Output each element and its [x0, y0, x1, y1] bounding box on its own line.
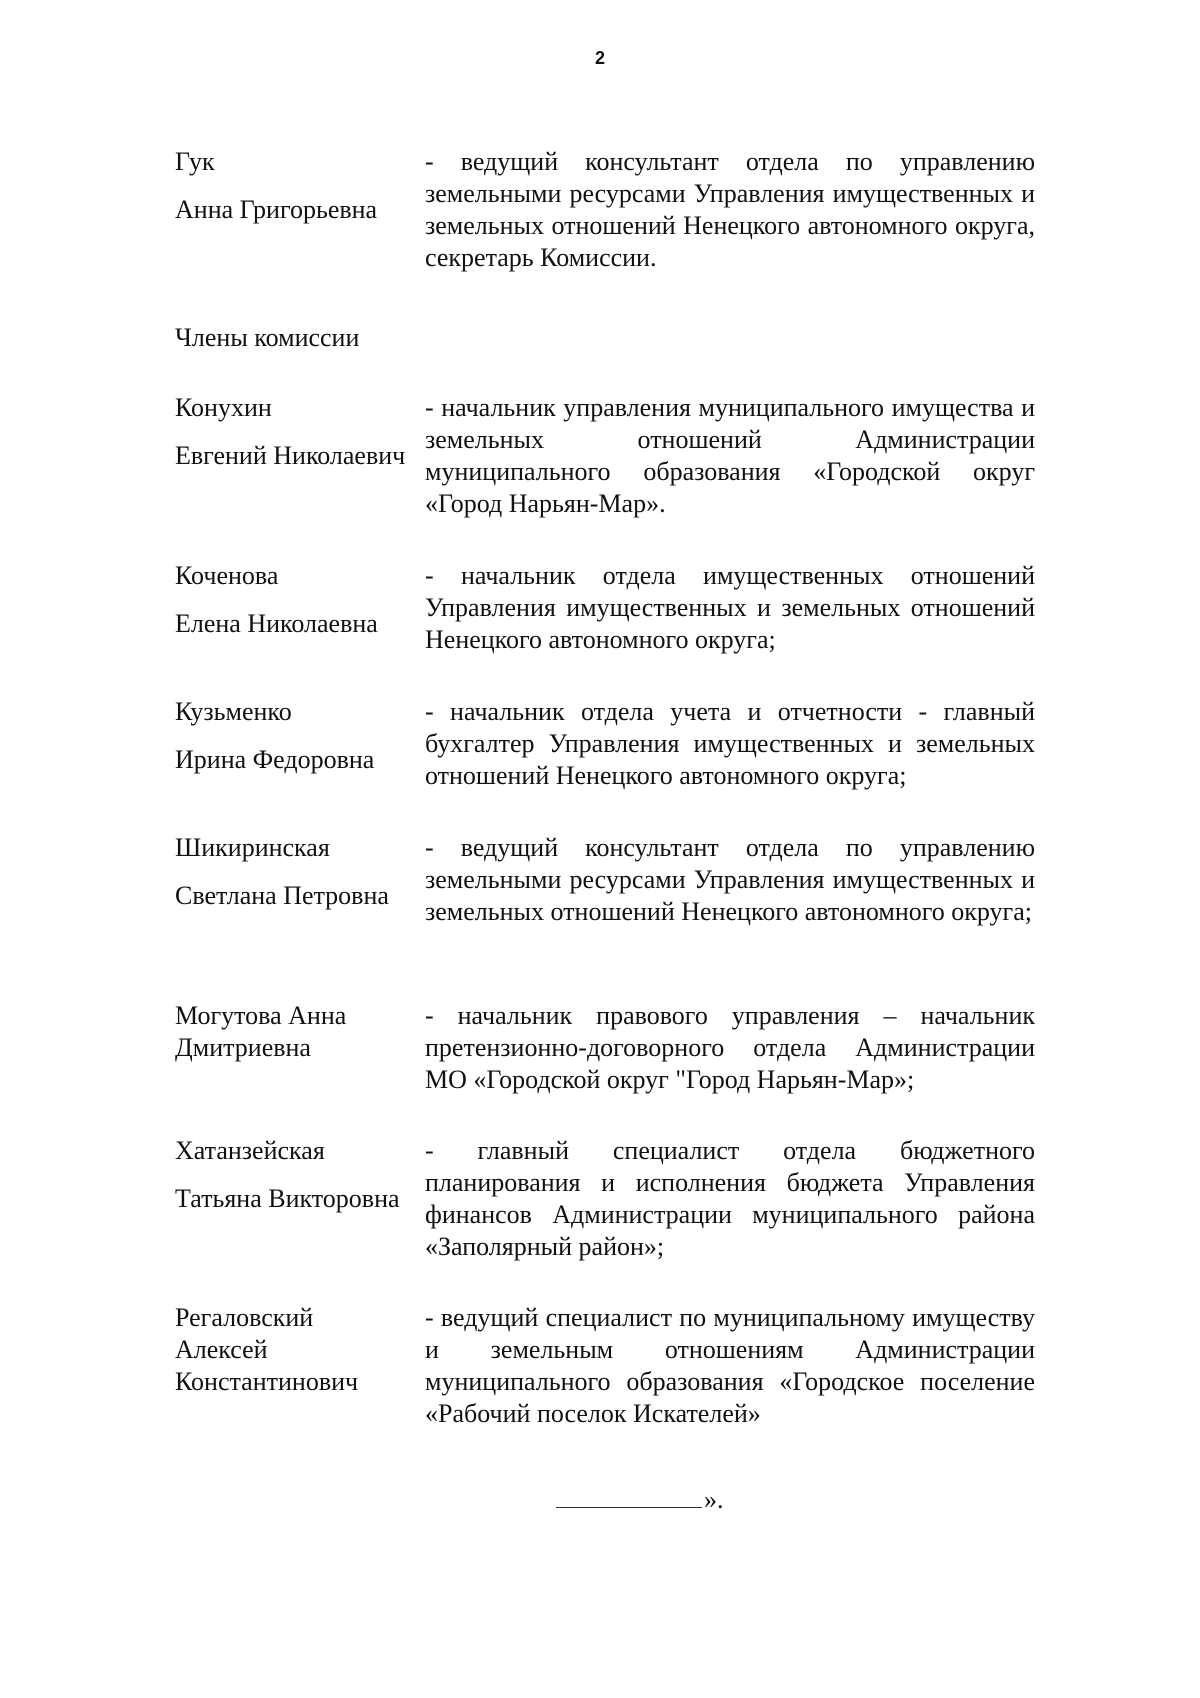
member-description: - ведущий консультант отдела по управлению земельными ресурсами Управления имущественных и земельных отношений Ненецкого автономного округа; — [425, 833, 1035, 926]
member-name — [175, 1302, 415, 1398]
closing-quote: ». — [704, 1485, 724, 1514]
member-name — [175, 560, 415, 640]
given-names: Евгений Николаевич — [175, 441, 406, 470]
surname: Хатанзейская — [175, 1136, 325, 1165]
member-description: - ведущий специалист по муниципальному имуществу и земельным отношениям Администрации муниципального образования «Городское поселение «Рабочий поселок Искателей» — [425, 1303, 1035, 1428]
signature-rule — [556, 1507, 702, 1508]
secretary-description: - ведущий консультант отдела по управлению земельными ресурсами Управления имущественных и земельных отношений Ненецкого автономного округа, секретарь Комиссии. — [425, 147, 1035, 272]
secretary-name — [175, 146, 415, 226]
surname: Регаловский — [175, 1303, 314, 1332]
members-heading: Члены комиссии — [175, 323, 360, 352]
surname: Конухин — [175, 393, 272, 422]
member-name — [175, 696, 415, 776]
given-names: Анна Григорьевна — [175, 195, 378, 224]
member-description: - главный специалист отдела бюджетного планирования и исполнения бюджета Управления финансов Администрации муниципального района «Заполярный район»; — [425, 1136, 1035, 1261]
name-line-2: Дмитриевна — [175, 1033, 311, 1062]
member-name — [175, 1135, 415, 1215]
given-names: Ирина Федоровна — [175, 745, 375, 774]
member-description: - начальник правового управления – начальник претензионно-договорного отдела Администрации МО «Городской округ "Город Нарьян-Мар»; — [425, 1001, 1035, 1094]
closing-line — [556, 1484, 736, 1516]
member-description: - начальник отдела имущественных отношений Управления имущественных и земельных отношений Ненецкого автономного округа; — [425, 561, 1035, 654]
surname: Коченова — [175, 561, 279, 590]
member-name — [175, 392, 415, 472]
member-description: - начальник управления муниципального имущества и земельных отношений Администрации муниципального образования «Городской округ «Город Нарьян-Мар». — [425, 393, 1035, 518]
patronymic: Константинович — [175, 1367, 359, 1396]
surname: Кузьменко — [175, 697, 292, 726]
surname: Гук — [175, 147, 215, 176]
member-name — [175, 1000, 415, 1064]
name-line-1: Могутова Анна — [175, 1001, 347, 1030]
member-description: - начальник отдела учета и отчетности - главный бухгалтер Управления имущественных и земельных отношений Ненецкого автономного округа; — [425, 697, 1035, 790]
given-names: Елена Николаевна — [175, 609, 378, 638]
given-names: Татьяна Викторовна — [175, 1184, 400, 1213]
page-number: 2 — [594, 48, 605, 68]
given-names: Светлана Петровна — [175, 881, 389, 910]
surname: Шикиринская — [175, 833, 330, 862]
member-name — [175, 832, 415, 912]
first-name: Алексей — [175, 1335, 268, 1364]
